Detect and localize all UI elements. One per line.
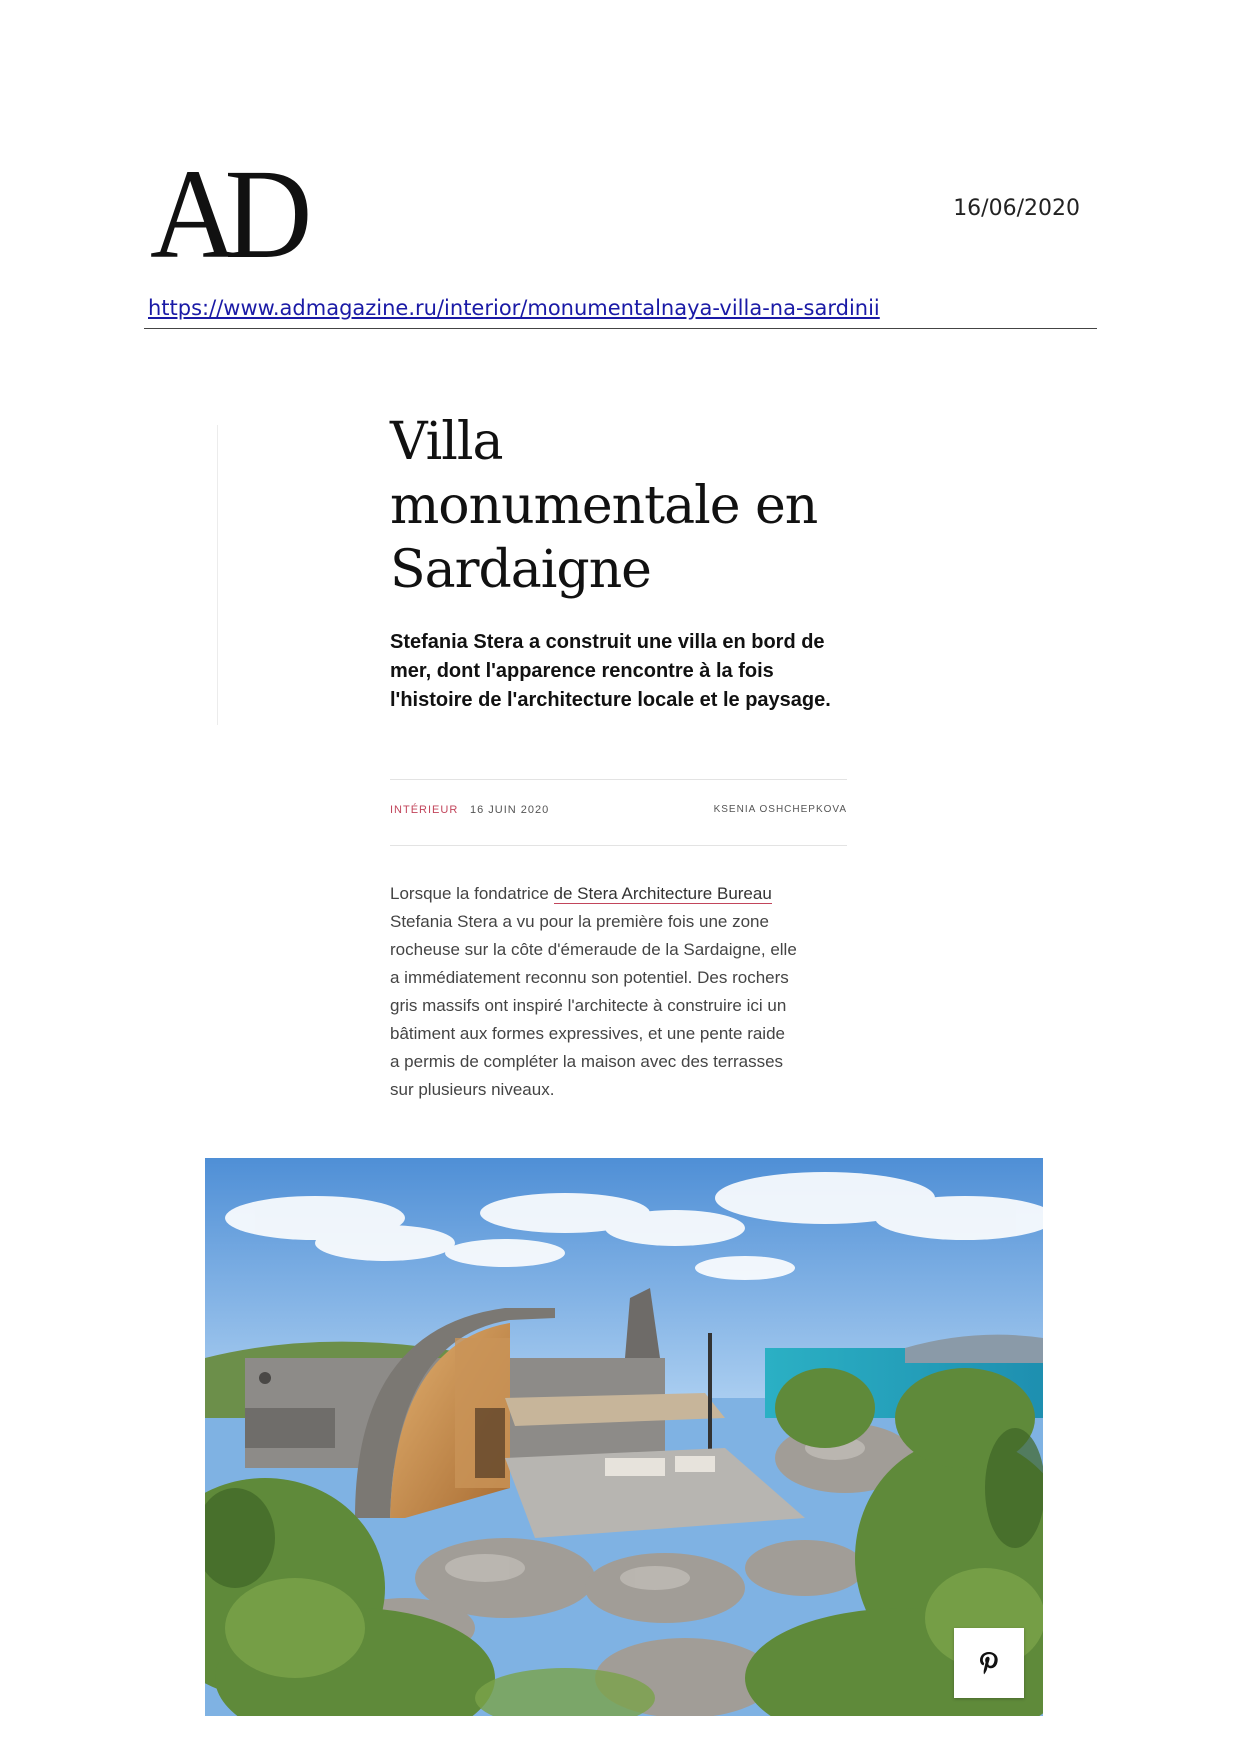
- body-line: rocheuse sur la côte d'émeraude de la Sardaigne, elle: [390, 940, 797, 959]
- article-deck: Stefania Stera a construit une villa en bord de mer, dont l'apparence rencontre à la fois l'histoire de l'architecture locale et le paysage.: [390, 631, 831, 711]
- author-link[interactable]: KSENIA OSHCHEPKOVA: [713, 804, 847, 815]
- header-divider: [144, 328, 1097, 329]
- stera-bureau-link[interactable]: de Stera Architecture Bureau: [553, 884, 772, 903]
- ad-logo: AD: [150, 143, 300, 285]
- body-prefix: Lorsque la fondatrice: [390, 884, 554, 903]
- villa-photo: [205, 1158, 1043, 1716]
- article-meta: [390, 804, 847, 820]
- body-line: gris massifs ont inspiré l'architecte à construire ici un: [390, 996, 787, 1015]
- body-line: [390, 880, 850, 908]
- pinterest-icon: [975, 1649, 1003, 1677]
- publish-date: 16 JUIN 2020: [470, 804, 550, 816]
- body-line: Stefania Stera a vu pour la première fois une zone: [390, 912, 769, 931]
- title-line: monumentale en: [390, 476, 818, 536]
- pin-button[interactable]: [954, 1628, 1024, 1698]
- title-line: Villa: [390, 412, 503, 472]
- villa-photo-illustration: [205, 1158, 1043, 1716]
- body-line: sur plusieurs niveaux.: [390, 1080, 555, 1099]
- side-divider: [217, 425, 218, 725]
- meta-divider-bottom: [390, 845, 847, 846]
- meta-divider-top: [390, 779, 847, 780]
- article-body: [390, 880, 850, 1104]
- title-line: Sardaigne: [390, 540, 651, 600]
- body-line: a permis de compléter la maison avec des terrasses: [390, 1052, 784, 1071]
- source-url-link[interactable]: https://www.admagazine.ru/interior/monumentalnaya-villa-na-sardinii: [148, 296, 880, 320]
- document-date: 16/06/2020: [953, 196, 1080, 221]
- body-line: a immédiatement reconnu son potentiel. Des rochers: [390, 968, 789, 987]
- body-line: bâtiment aux formes expressives, et une pente raide: [390, 1024, 785, 1043]
- category-link[interactable]: INTÉRIEUR: [390, 804, 459, 816]
- article-title: [390, 410, 870, 602]
